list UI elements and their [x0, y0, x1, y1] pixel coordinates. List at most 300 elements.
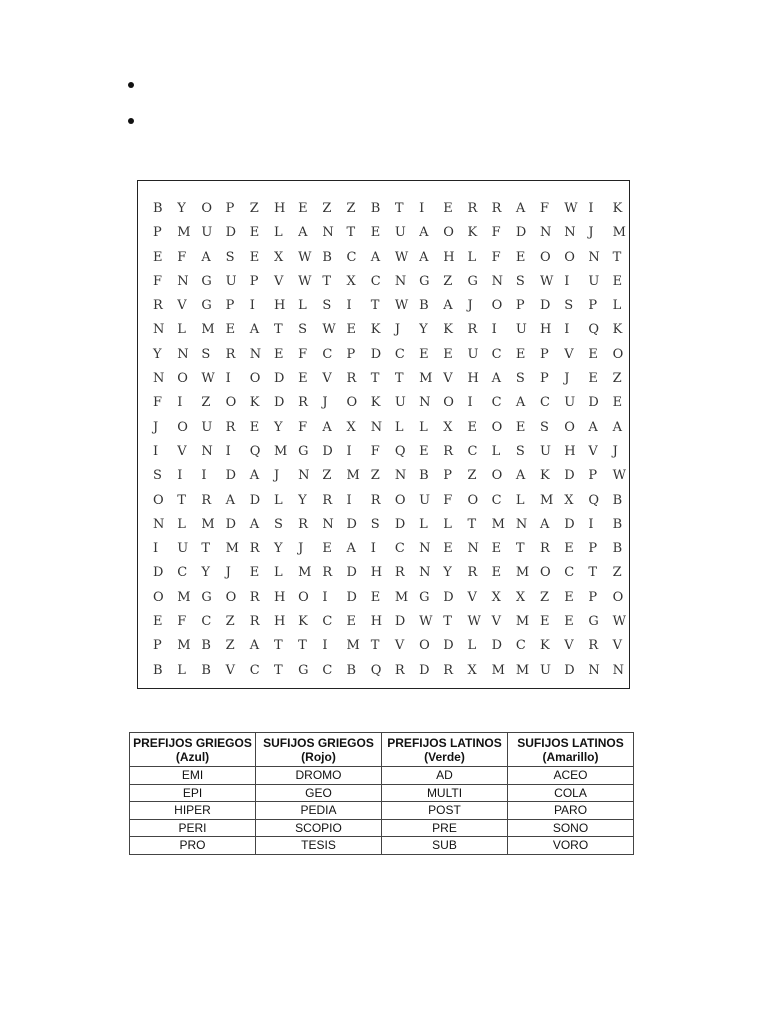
- grid-letter[interactable]: C: [491, 395, 502, 411]
- grid-letter[interactable]: E: [467, 419, 477, 435]
- grid-letter[interactable]: G: [419, 589, 430, 605]
- grid-letter[interactable]: O: [225, 395, 237, 411]
- grid-letter[interactable]: N: [153, 371, 165, 387]
- grid-letter[interactable]: T: [443, 614, 452, 630]
- grid-letter[interactable]: P: [588, 589, 598, 605]
- grid-letter[interactable]: T: [370, 371, 380, 387]
- grid-letter[interactable]: V: [443, 371, 453, 387]
- grid-letter[interactable]: Y: [177, 201, 186, 216]
- grid-letter[interactable]: R: [443, 443, 454, 459]
- grid-letter[interactable]: I: [588, 201, 594, 216]
- grid-letter[interactable]: E: [491, 565, 502, 581]
- grid-letter[interactable]: E: [612, 273, 623, 289]
- grid-letter[interactable]: P: [153, 638, 162, 654]
- grid-letter[interactable]: J: [564, 371, 570, 387]
- grid-letter[interactable]: Q: [370, 662, 382, 678]
- grid-letter[interactable]: V: [273, 273, 284, 289]
- grid-letter[interactable]: L: [612, 298, 622, 314]
- grid-letter[interactable]: N: [394, 468, 407, 484]
- grid-letter[interactable]: K: [370, 395, 381, 411]
- grid-letter[interactable]: E: [225, 322, 236, 338]
- grid-letter[interactable]: K: [443, 322, 453, 338]
- grid-letter[interactable]: V: [564, 346, 574, 362]
- grid-letter[interactable]: N: [588, 249, 600, 265]
- grid-letter[interactable]: D: [273, 395, 285, 411]
- grid-letter[interactable]: N: [322, 225, 334, 241]
- grid-letter[interactable]: C: [394, 541, 405, 557]
- grid-letter[interactable]: U: [394, 395, 406, 411]
- grid-letter[interactable]: R: [225, 419, 236, 435]
- grid-letter[interactable]: O: [612, 346, 624, 362]
- grid-letter[interactable]: Q: [394, 443, 406, 459]
- grid-letter[interactable]: L: [273, 565, 283, 581]
- grid-letter[interactable]: D: [225, 468, 236, 484]
- grid-letter[interactable]: F: [370, 443, 380, 459]
- grid-letter[interactable]: O: [540, 565, 551, 581]
- grid-letter[interactable]: C: [491, 492, 502, 508]
- grid-letter[interactable]: D: [346, 589, 357, 605]
- grid-letter[interactable]: G: [201, 298, 212, 314]
- grid-letter[interactable]: D: [491, 638, 503, 654]
- grid-letter[interactable]: C: [564, 565, 575, 581]
- grid-letter[interactable]: Y: [273, 419, 283, 435]
- grid-letter[interactable]: G: [201, 273, 212, 289]
- grid-letter[interactable]: O: [346, 395, 358, 411]
- grid-letter[interactable]: P: [540, 346, 549, 362]
- grid-letter[interactable]: A: [419, 249, 429, 265]
- grid-letter[interactable]: D: [394, 516, 406, 532]
- grid-letter[interactable]: K: [249, 395, 260, 411]
- grid-letter[interactable]: J: [225, 565, 231, 581]
- grid-letter[interactable]: M: [419, 371, 433, 387]
- grid-letter[interactable]: W: [322, 322, 336, 338]
- grid-letter[interactable]: L: [491, 443, 501, 459]
- grid-letter[interactable]: M: [540, 492, 554, 508]
- grid-letter[interactable]: H: [273, 589, 286, 605]
- grid-letter[interactable]: H: [443, 249, 455, 265]
- grid-letter[interactable]: X: [467, 662, 477, 678]
- grid-letter[interactable]: Y: [201, 565, 210, 581]
- grid-letter[interactable]: Z: [249, 201, 259, 216]
- grid-letter[interactable]: J: [153, 419, 159, 435]
- grid-letter[interactable]: S: [225, 249, 235, 265]
- grid-letter[interactable]: U: [394, 225, 406, 241]
- grid-letter[interactable]: R: [201, 492, 212, 508]
- grid-letter[interactable]: Q: [588, 322, 600, 338]
- grid-letter[interactable]: I: [346, 298, 352, 314]
- grid-letter[interactable]: I: [346, 443, 352, 459]
- grid-letter[interactable]: E: [588, 371, 598, 387]
- grid-letter[interactable]: K: [540, 468, 550, 484]
- grid-letter[interactable]: U: [540, 443, 551, 459]
- grid-letter[interactable]: A: [225, 492, 235, 508]
- grid-letter[interactable]: A: [322, 419, 332, 435]
- grid-letter[interactable]: C: [370, 273, 381, 289]
- grid-letter[interactable]: B: [153, 662, 163, 678]
- grid-letter[interactable]: Y: [273, 541, 283, 557]
- grid-letter[interactable]: D: [588, 395, 599, 411]
- grid-letter[interactable]: G: [201, 589, 212, 605]
- grid-letter[interactable]: S: [273, 516, 283, 532]
- grid-letter[interactable]: A: [249, 638, 260, 654]
- grid-letter[interactable]: F: [443, 492, 453, 508]
- grid-letter[interactable]: P: [588, 541, 598, 557]
- grid-letter[interactable]: M: [491, 662, 505, 678]
- grid-letter[interactable]: I: [322, 589, 328, 605]
- grid-letter[interactable]: Z: [225, 638, 235, 654]
- grid-letter[interactable]: P: [588, 298, 598, 314]
- grid-letter[interactable]: P: [540, 371, 549, 387]
- grid-letter[interactable]: A: [515, 468, 526, 484]
- grid-letter[interactable]: J: [612, 443, 618, 459]
- grid-letter[interactable]: P: [443, 468, 452, 484]
- grid-letter[interactable]: E: [588, 346, 598, 362]
- grid-letter[interactable]: E: [370, 589, 381, 605]
- grid-letter[interactable]: M: [177, 589, 191, 605]
- grid-letter[interactable]: S: [370, 516, 380, 532]
- grid-letter[interactable]: F: [153, 273, 163, 289]
- grid-letter[interactable]: B: [612, 541, 623, 557]
- grid-letter[interactable]: D: [225, 225, 236, 241]
- grid-letter[interactable]: Z: [346, 201, 356, 216]
- grid-letter[interactable]: L: [467, 638, 477, 654]
- grid-letter[interactable]: B: [153, 201, 163, 216]
- grid-letter[interactable]: E: [540, 614, 550, 630]
- grid-letter[interactable]: M: [491, 516, 505, 532]
- grid-letter[interactable]: W: [201, 371, 215, 387]
- grid-letter[interactable]: H: [467, 371, 479, 387]
- grid-letter[interactable]: U: [540, 662, 551, 678]
- grid-letter[interactable]: F: [177, 614, 187, 630]
- grid-letter[interactable]: N: [540, 225, 552, 241]
- grid-letter[interactable]: C: [322, 662, 333, 678]
- grid-letter[interactable]: N: [322, 516, 334, 532]
- grid-letter[interactable]: T: [177, 492, 186, 508]
- grid-letter[interactable]: E: [515, 249, 526, 265]
- grid-letter[interactable]: C: [515, 638, 526, 654]
- grid-letter[interactable]: Z: [322, 201, 332, 216]
- grid-letter[interactable]: N: [588, 662, 600, 678]
- grid-letter[interactable]: W: [564, 201, 578, 216]
- grid-letter[interactable]: M: [346, 468, 360, 484]
- grid-letter[interactable]: P: [249, 273, 259, 289]
- grid-letter[interactable]: W: [298, 249, 312, 265]
- grid-letter[interactable]: A: [249, 322, 260, 338]
- grid-letter[interactable]: E: [273, 346, 284, 362]
- grid-letter[interactable]: X: [346, 273, 356, 289]
- grid-letter[interactable]: R: [491, 201, 502, 216]
- grid-letter[interactable]: X: [491, 589, 501, 605]
- grid-letter[interactable]: O: [249, 371, 261, 387]
- grid-letter[interactable]: R: [322, 565, 333, 581]
- grid-letter[interactable]: T: [370, 638, 380, 654]
- grid-letter[interactable]: P: [515, 298, 525, 314]
- grid-letter[interactable]: I: [370, 541, 376, 557]
- grid-letter[interactable]: T: [201, 541, 211, 557]
- grid-letter[interactable]: U: [467, 346, 479, 362]
- grid-letter[interactable]: P: [225, 298, 235, 314]
- grid-letter[interactable]: V: [225, 662, 235, 678]
- grid-letter[interactable]: E: [443, 541, 453, 557]
- grid-letter[interactable]: E: [443, 346, 453, 362]
- grid-letter[interactable]: O: [443, 395, 454, 411]
- grid-letter[interactable]: N: [177, 273, 189, 289]
- grid-letter[interactable]: H: [273, 201, 286, 216]
- grid-letter[interactable]: L: [177, 516, 186, 532]
- grid-letter[interactable]: L: [467, 249, 477, 265]
- grid-letter[interactable]: E: [515, 346, 526, 362]
- grid-letter[interactable]: M: [298, 565, 312, 581]
- grid-letter[interactable]: G: [298, 443, 309, 459]
- grid-letter[interactable]: L: [177, 322, 186, 338]
- grid-letter[interactable]: C: [177, 565, 188, 581]
- grid-letter[interactable]: C: [491, 346, 502, 362]
- grid-letter[interactable]: R: [394, 565, 405, 581]
- grid-letter[interactable]: Q: [249, 443, 261, 459]
- grid-letter[interactable]: O: [153, 492, 164, 508]
- grid-letter[interactable]: Z: [612, 565, 622, 581]
- grid-letter[interactable]: A: [419, 225, 429, 241]
- grid-letter[interactable]: C: [322, 614, 333, 630]
- grid-letter[interactable]: M: [201, 322, 215, 338]
- grid-letter[interactable]: B: [612, 516, 623, 532]
- grid-letter[interactable]: B: [419, 298, 429, 314]
- grid-letter[interactable]: A: [346, 541, 356, 557]
- grid-letter[interactable]: E: [346, 614, 356, 630]
- grid-letter[interactable]: N: [419, 565, 431, 581]
- grid-letter[interactable]: E: [419, 443, 429, 459]
- grid-letter[interactable]: I: [225, 371, 231, 387]
- grid-letter[interactable]: T: [298, 638, 307, 654]
- grid-letter[interactable]: Y: [153, 346, 162, 362]
- grid-letter[interactable]: Y: [443, 565, 452, 581]
- grid-letter[interactable]: I: [564, 273, 570, 289]
- grid-letter[interactable]: O: [201, 201, 213, 216]
- grid-letter[interactable]: I: [177, 468, 183, 484]
- grid-letter[interactable]: Q: [588, 492, 600, 508]
- grid-letter[interactable]: G: [298, 662, 309, 678]
- grid-letter[interactable]: L: [419, 516, 428, 532]
- grid-letter[interactable]: Z: [201, 395, 211, 411]
- grid-letter[interactable]: V: [491, 614, 502, 630]
- grid-letter[interactable]: I: [419, 201, 425, 216]
- grid-letter[interactable]: A: [249, 468, 260, 484]
- grid-letter[interactable]: N: [491, 273, 503, 289]
- grid-letter[interactable]: O: [564, 249, 575, 265]
- grid-letter[interactable]: D: [346, 565, 357, 581]
- grid-letter[interactable]: N: [298, 468, 310, 484]
- grid-letter[interactable]: U: [177, 541, 189, 557]
- grid-letter[interactable]: Y: [419, 322, 428, 338]
- grid-letter[interactable]: M: [515, 565, 530, 581]
- grid-letter[interactable]: I: [346, 492, 352, 508]
- grid-letter[interactable]: S: [201, 346, 211, 362]
- grid-letter[interactable]: S: [515, 443, 525, 459]
- grid-letter[interactable]: R: [467, 201, 478, 216]
- grid-letter[interactable]: H: [370, 614, 383, 630]
- grid-letter[interactable]: F: [298, 346, 308, 362]
- grid-letter[interactable]: H: [540, 322, 552, 338]
- grid-letter[interactable]: C: [249, 662, 260, 678]
- grid-letter[interactable]: D: [564, 516, 575, 532]
- grid-letter[interactable]: B: [419, 468, 429, 484]
- grid-letter[interactable]: T: [394, 371, 404, 387]
- grid-letter[interactable]: C: [201, 614, 212, 630]
- grid-letter[interactable]: W: [467, 614, 481, 630]
- grid-letter[interactable]: F: [153, 395, 163, 411]
- grid-letter[interactable]: S: [540, 419, 549, 435]
- grid-letter[interactable]: E: [564, 541, 574, 557]
- grid-letter[interactable]: O: [177, 371, 188, 387]
- grid-letter[interactable]: S: [564, 298, 574, 314]
- grid-letter[interactable]: F: [491, 249, 501, 265]
- grid-letter[interactable]: I: [153, 443, 159, 459]
- grid-letter[interactable]: O: [177, 419, 188, 435]
- grid-letter[interactable]: I: [249, 298, 255, 314]
- grid-letter[interactable]: V: [588, 443, 598, 459]
- grid-letter[interactable]: C: [346, 249, 357, 265]
- grid-letter[interactable]: W: [612, 614, 626, 630]
- grid-letter[interactable]: T: [273, 662, 283, 678]
- grid-letter[interactable]: M: [515, 614, 530, 630]
- grid-letter[interactable]: N: [612, 662, 624, 678]
- grid-letter[interactable]: B: [322, 249, 332, 265]
- grid-letter[interactable]: P: [346, 346, 356, 362]
- grid-letter[interactable]: E: [443, 201, 453, 216]
- grid-letter[interactable]: M: [177, 225, 191, 241]
- grid-letter[interactable]: F: [491, 225, 501, 241]
- grid-letter[interactable]: D: [153, 565, 164, 581]
- grid-letter[interactable]: J: [467, 298, 473, 314]
- grid-letter[interactable]: I: [225, 443, 231, 459]
- grid-letter[interactable]: R: [298, 516, 308, 532]
- grid-letter[interactable]: D: [225, 516, 236, 532]
- grid-letter[interactable]: O: [491, 298, 503, 314]
- grid-letter[interactable]: R: [467, 322, 478, 338]
- grid-letter[interactable]: E: [515, 419, 526, 435]
- grid-letter[interactable]: Z: [370, 468, 380, 484]
- grid-letter[interactable]: N: [394, 273, 407, 289]
- grid-letter[interactable]: A: [491, 371, 502, 387]
- grid-letter[interactable]: D: [346, 516, 357, 532]
- grid-letter[interactable]: X: [515, 589, 526, 605]
- grid-letter[interactable]: R: [443, 662, 454, 678]
- grid-letter[interactable]: K: [298, 614, 308, 630]
- grid-letter[interactable]: R: [322, 492, 333, 508]
- grid-letter[interactable]: E: [564, 589, 574, 605]
- grid-letter[interactable]: L: [177, 662, 186, 678]
- grid-letter[interactable]: R: [153, 298, 163, 314]
- grid-letter[interactable]: R: [249, 614, 260, 630]
- grid-letter[interactable]: S: [515, 371, 525, 387]
- grid-letter[interactable]: T: [467, 516, 477, 532]
- grid-letter[interactable]: D: [394, 614, 406, 630]
- grid-letter[interactable]: E: [612, 395, 623, 411]
- grid-letter[interactable]: K: [612, 322, 623, 338]
- grid-letter[interactable]: R: [467, 565, 478, 581]
- grid-letter[interactable]: M: [394, 589, 409, 605]
- grid-letter[interactable]: E: [153, 614, 163, 630]
- grid-letter[interactable]: L: [273, 225, 283, 241]
- grid-letter[interactable]: E: [298, 371, 308, 387]
- grid-letter[interactable]: W: [540, 273, 554, 289]
- grid-letter[interactable]: R: [346, 371, 357, 387]
- grid-letter[interactable]: B: [612, 492, 623, 508]
- grid-letter[interactable]: W: [419, 614, 433, 630]
- grid-letter[interactable]: K: [370, 322, 381, 338]
- grid-letter[interactable]: L: [419, 419, 428, 435]
- grid-letter[interactable]: O: [612, 589, 624, 605]
- grid-letter[interactable]: N: [153, 516, 165, 532]
- grid-letter[interactable]: Z: [443, 273, 453, 289]
- grid-letter[interactable]: I: [177, 395, 183, 411]
- grid-letter[interactable]: F: [298, 419, 308, 435]
- grid-letter[interactable]: Z: [467, 468, 477, 484]
- grid-letter[interactable]: D: [564, 468, 575, 484]
- grid-letter[interactable]: L: [298, 298, 307, 314]
- grid-letter[interactable]: U: [588, 273, 600, 289]
- grid-letter[interactable]: J: [394, 322, 401, 338]
- grid-letter[interactable]: N: [419, 395, 431, 411]
- grid-letter[interactable]: O: [564, 419, 575, 435]
- grid-letter[interactable]: I: [564, 322, 570, 338]
- grid-letter[interactable]: G: [588, 614, 599, 630]
- grid-letter[interactable]: E: [249, 419, 260, 435]
- grid-letter[interactable]: V: [394, 638, 405, 654]
- grid-letter[interactable]: O: [298, 589, 309, 605]
- grid-letter[interactable]: T: [588, 565, 598, 581]
- grid-letter[interactable]: V: [177, 298, 187, 314]
- grid-letter[interactable]: X: [564, 492, 574, 508]
- grid-letter[interactable]: A: [201, 249, 211, 265]
- grid-letter[interactable]: S: [298, 322, 308, 338]
- grid-letter[interactable]: L: [515, 492, 525, 508]
- grid-letter[interactable]: V: [467, 589, 477, 605]
- grid-letter[interactable]: T: [273, 638, 283, 654]
- grid-letter[interactable]: O: [491, 419, 503, 435]
- grid-letter[interactable]: U: [515, 322, 527, 338]
- grid-letter[interactable]: L: [394, 419, 404, 435]
- grid-letter[interactable]: N: [467, 541, 479, 557]
- grid-letter[interactable]: A: [612, 419, 622, 435]
- grid-letter[interactable]: E: [249, 565, 260, 581]
- grid-letter[interactable]: M: [612, 225, 626, 241]
- grid-letter[interactable]: J: [588, 225, 594, 241]
- grid-letter[interactable]: G: [419, 273, 430, 289]
- grid-letter[interactable]: C: [467, 443, 478, 459]
- grid-letter[interactable]: F: [177, 249, 187, 265]
- grid-letter[interactable]: D: [540, 298, 551, 314]
- grid-letter[interactable]: V: [322, 371, 332, 387]
- grid-letter[interactable]: W: [394, 298, 409, 314]
- grid-letter[interactable]: Z: [225, 614, 235, 630]
- grid-letter[interactable]: M: [273, 443, 288, 459]
- grid-letter[interactable]: R: [394, 662, 405, 678]
- grid-letter[interactable]: W: [612, 468, 626, 484]
- grid-letter[interactable]: R: [370, 492, 381, 508]
- grid-letter[interactable]: V: [612, 638, 622, 654]
- grid-letter[interactable]: R: [298, 395, 308, 411]
- grid-letter[interactable]: H: [370, 565, 383, 581]
- grid-letter[interactable]: R: [225, 346, 236, 362]
- grid-letter[interactable]: D: [564, 662, 575, 678]
- grid-letter[interactable]: Z: [612, 371, 622, 387]
- grid-letter[interactable]: N: [564, 225, 576, 241]
- grid-letter[interactable]: E: [298, 201, 308, 216]
- grid-letter[interactable]: X: [346, 419, 356, 435]
- grid-letter[interactable]: P: [588, 468, 598, 484]
- grid-letter[interactable]: A: [588, 419, 598, 435]
